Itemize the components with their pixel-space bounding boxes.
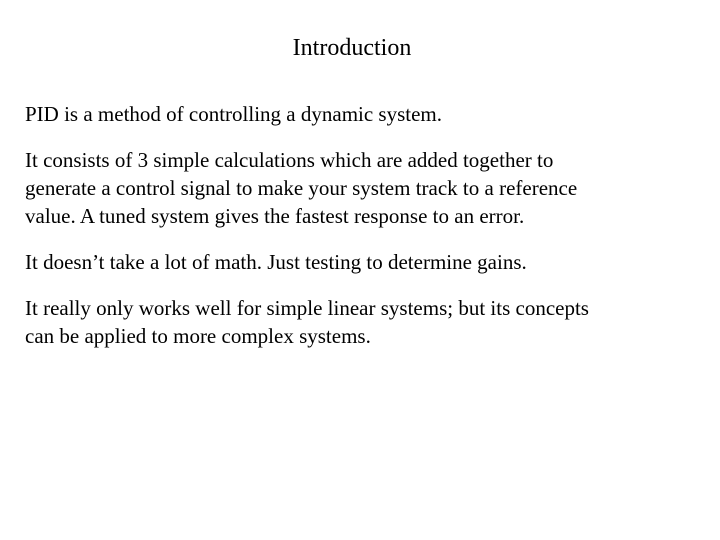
paragraph-math: It doesn’t take a lot of math. Just testing to determine gains. [25,250,527,274]
paragraph-definition: PID is a method of controlling a dynamic system. [25,102,443,126]
paragraph-calculations: It consists of 3 simple calculations which are added together to generate a control signal to make your system track to a reference value. A tuned system gives the fastest response to an error. [25,148,578,228]
slide-body [25,100,695,368]
paragraph-limitations: It really only works well for simple linear systems; but its concepts can be applied to more complex systems. [25,296,589,348]
slide-title: Introduction [292,35,412,61]
